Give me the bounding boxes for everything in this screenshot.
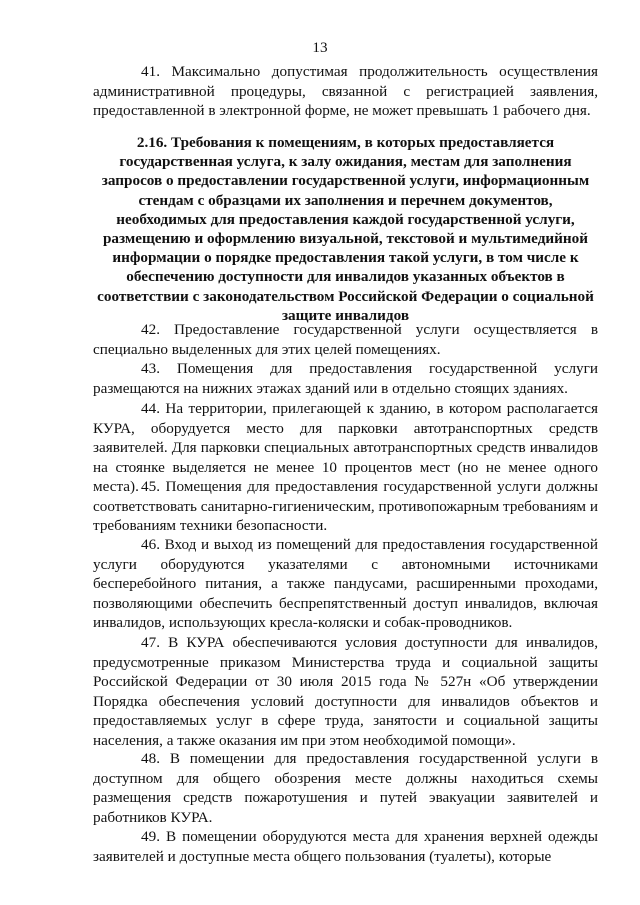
paragraph-44: 44. На территории, прилегающей к зданию, в котором располагается КУРА, оборудуется место для парковки автотранспортных средств заявителей. Для парковки специальных автотранспортных средств инвалидов на стоянке выделяется не менее 10 процентов мест (но не менее одного места). — [93, 400, 598, 496]
paragraph-49: 49. В помещении оборудуются места для хранения верхней одежды заявителей и доступные места общего пользования (туалеты), которые — [93, 828, 598, 865]
paragraph-48: 48. В помещении для предоставления государственной услуги в доступном для общего обозрения месте должны находиться схемы размещения средств пожаротушения и путей эвакуации заявителей и работников КУРА. — [93, 750, 598, 826]
paragraph-41: 41. Максимально допустимая продолжительность осуществления административной процедуры, связанной с регистрацией заявления, предоставленной в электронной форме, не может превышать 1 рабочего дня. — [93, 63, 598, 120]
section-heading: 2.16. Требования к помещениям, в которых предоставляется государственная услуга, к залу ожидания, местам для заполнения запросов о предоставлении государственной услуги, информационным стендам с образцами их заполнения и перечнем документов, необходимых для предоставления каждой государственной услуги, размещению и оформлению визуальной, текстовой и мультимедийной информации о порядке предоставления такой услуги, в том числе к обеспечению доступности для инвалидов указанных объектов в соответствии с законодательством Российской Федерации о социальной защите инвалидов — [97, 134, 594, 324]
paragraph-47: 47. В КУРА обеспечиваются условия доступности для инвалидов, предусмотренные приказом Министерства труда и социальной защиты Российской Федерации от 30 июля 2015 года № 527н «Об утверждении Порядка обеспечения условий доступности для инвалидов объектов и предоставляемых услуг в сфере труда, занятости и социальной защиты населения, а также оказания им при этом необходимой помощи». — [93, 634, 598, 749]
page-number: 13 — [312, 39, 328, 56]
paragraph-46: 46. Вход и выход из помещений для предоставления государственной услуги оборудуются указателями с автономными источниками бесперебойного питания, а также пандусами, расширенными проходами, позволяющими обеспечить беспрепятственный доступ инвалидов, включая инвалидов, использующих кресла-коляски и собак-проводников. — [93, 536, 598, 632]
paragraph-42: 42. Предоставление государственной услуги осуществляется в специально выделенных для этих целей помещениях. — [93, 321, 598, 358]
paragraph-43: 43. Помещения для предоставления государственной услуги размещаются на нижних этажах зданий или в отдельно стоящих зданиях. — [93, 360, 598, 397]
paragraph-45: 45. Помещения для предоставления государственной услуги должны соответствовать санитарно-гигиеническим, противопожарным требованиям и требованиям техники безопасности. — [93, 478, 598, 535]
